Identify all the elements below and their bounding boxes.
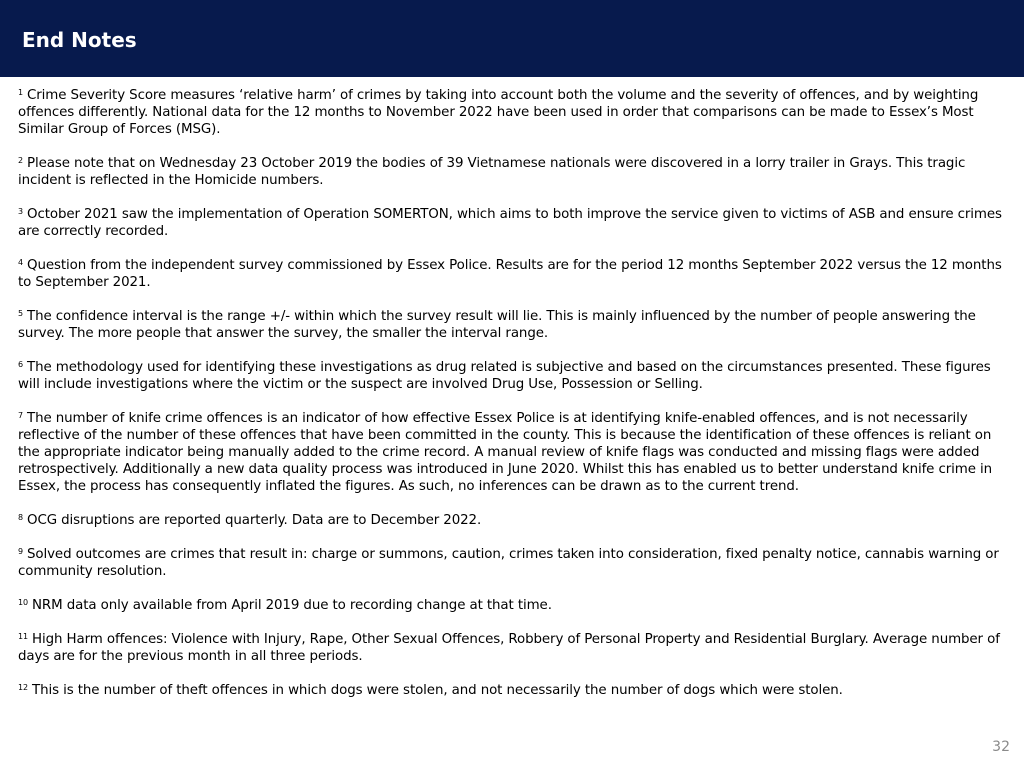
end-note-marker: 9: [18, 547, 23, 556]
end-note-text: Crime Severity Score measures ‘relative harm’ of crimes by taking into account both the volume and the severity of offences, and by weighting offences differently. National data for the 12 months to November 2022 have been used in order that comparisons can be made to Essex’s Most Similar Group of Forces (MSG).: [18, 88, 979, 137]
end-note-text: OCG disruptions are reported quarterly. Data are to December 2022.: [27, 513, 482, 528]
end-note-marker: 1: [18, 88, 23, 97]
end-note-marker: 5: [18, 309, 23, 318]
page-title: End Notes: [22, 28, 137, 52]
end-note-7: [18, 410, 1010, 495]
end-note-marker: 3: [18, 207, 23, 216]
end-note-8: [18, 512, 1010, 529]
end-note-text: The confidence interval is the range +/- within which the survey result will lie. This is mainly influenced by the number of people answering the survey. The more people that answer the survey, the smaller the interval range.: [18, 309, 976, 341]
end-note-text: Question from the independent survey commissioned by Essex Police. Results are for the period 12 months September 2022 versus the 12 months to September 2021.: [18, 258, 1002, 290]
end-note-text: This is the number of theft offences in which dogs were stolen, and not necessarily the number of dogs which were stolen.: [31, 683, 843, 698]
header-bar: [0, 0, 1024, 77]
end-note-2: [18, 155, 1010, 189]
end-note-text: October 2021 saw the implementation of Operation SOMERTON, which aims to both improve the service given to victims of ASB and ensure crimes are correctly recorded.: [18, 207, 1002, 239]
end-note-11: [18, 631, 1010, 665]
end-note-marker: 12: [18, 683, 28, 692]
end-note-3: [18, 206, 1010, 240]
end-note-1: [18, 87, 1010, 138]
end-note-text: Please note that on Wednesday 23 October 2019 the bodies of 39 Vietnamese nationals were discovered in a lorry trailer in Grays. This tragic incident is reflected in the Homicide numbers.: [18, 156, 966, 188]
end-note-marker: 11: [18, 632, 28, 641]
end-note-text: The methodology used for identifying these investigations as drug related is subjective and based on the circumstances presented. These figures will include investigations where the victim or the suspect are involved Drug Use, Possession or Selling.: [18, 360, 991, 392]
end-note-9: [18, 546, 1010, 580]
end-note-text: High Harm offences: Violence with Injury, Rape, Other Sexual Offences, Robbery of Personal Property and Residential Burglary. Average number of days are for the previous month in all three periods.: [18, 632, 1000, 664]
end-note-marker: 10: [18, 598, 28, 607]
end-note-text: Solved outcomes are crimes that result in: charge or summons, caution, crimes taken into consideration, fixed penalty notice, cannabis warning or community resolution.: [18, 547, 999, 579]
end-note-marker: 7: [18, 411, 23, 420]
end-notes-list: [18, 87, 1010, 716]
end-note-marker: 8: [18, 513, 23, 522]
end-note-10: [18, 597, 1010, 614]
end-note-12: [18, 682, 1010, 699]
page-number: 32: [992, 739, 1010, 755]
end-note-marker: 4: [18, 258, 23, 267]
end-note-text: The number of knife crime offences is an indicator of how effective Essex Police is at identifying knife-enabled offences, and is not necessarily reflective of the number of these offences that have been committed in the county. This is because the identification of these offences is reliant on the appropriate indicator being manually added to the crime record. A manual review of knife flags was conducted and missing flags were added retrospectively. Additionally a new data quality process was introduced in June 2020. Whilst this has enabled us to better understand knife crime in Essex, the process has consequently inflated the figures. As such, no inferences can be drawn as to the current trend.: [18, 411, 993, 494]
end-note-5: [18, 308, 1010, 342]
end-note-marker: 6: [18, 360, 23, 369]
end-note-6: [18, 359, 1010, 393]
end-note-marker: 2: [18, 156, 23, 165]
end-note-text: NRM data only available from April 2019 due to recording change at that time.: [31, 598, 552, 613]
end-note-4: [18, 257, 1010, 291]
